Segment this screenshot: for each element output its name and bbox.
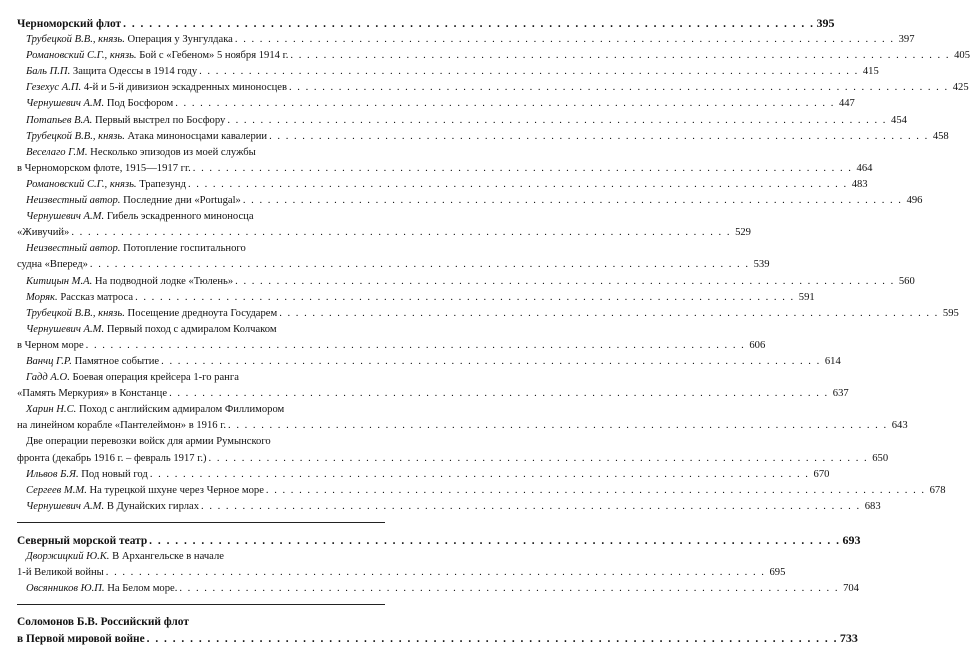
- entry-line: [17, 354, 841, 370]
- entry-page-number: 397: [898, 34, 915, 46]
- dot-leader: [149, 533, 840, 549]
- dot-leader: [147, 631, 838, 647]
- entry-title: Защита Одессы в 1914 году: [72, 66, 198, 78]
- section-heading-north: [17, 532, 861, 549]
- entry-title-wrap: [26, 274, 233, 290]
- toc-entry: [17, 48, 970, 64]
- entry-page-number: 458: [932, 130, 949, 142]
- dot-leader: [150, 467, 810, 483]
- toc-entry: [17, 113, 907, 129]
- dot-leader: [235, 274, 895, 290]
- entry-title: Гибель эскадренного миноносца: [106, 211, 254, 223]
- entry-author: Трубецкой В.В., князь.: [26, 307, 125, 319]
- final-entry-line1: Соломонов Б.В. Российский флот: [17, 616, 189, 629]
- dot-leader: [135, 290, 795, 306]
- entry-author: Китицын М.А.: [26, 275, 93, 287]
- entry-title-continued: 1-й Великой войны: [17, 567, 104, 579]
- dot-leader: [106, 565, 766, 581]
- entry-page-number: 496: [906, 195, 923, 207]
- entry-author: Чернушевич А.М.: [26, 500, 105, 512]
- entry-line: [17, 96, 855, 112]
- entry-page-number: 405: [954, 50, 970, 62]
- dot-leader: [243, 193, 903, 209]
- entry-line: [17, 193, 923, 209]
- toc-entry: [17, 145, 873, 177]
- toc-entry: [17, 499, 881, 515]
- entry-title-wrap: [26, 64, 197, 80]
- entry-title: Под Босфором: [106, 98, 174, 110]
- entry-page-number: 464: [856, 162, 873, 174]
- entry-title: Атака миноносцами кавалерии: [127, 130, 268, 142]
- final-page-number: 733: [839, 631, 858, 646]
- dot-leader: [169, 386, 829, 402]
- entry-title: Последние дни «Portugal»: [123, 195, 241, 207]
- dot-leader: [269, 129, 929, 145]
- dot-leader: [90, 257, 750, 273]
- toc-entry: [17, 64, 879, 80]
- entry-line2: [17, 338, 766, 354]
- entry-title: Под новый год: [81, 468, 148, 480]
- entry-page-number: 425: [952, 82, 969, 94]
- entry-page-number: 454: [891, 114, 907, 126]
- section-page-number: 693: [842, 532, 861, 547]
- dot-leader: [199, 64, 859, 80]
- entry-page-number: 670: [813, 468, 830, 480]
- entry-page-number: 695: [769, 567, 786, 579]
- entry-line1: [17, 241, 385, 257]
- entry-page-number: 683: [864, 500, 881, 512]
- dot-leader: [228, 418, 888, 434]
- entry-author: Харин Н.С.: [26, 404, 77, 416]
- entry-line: [17, 467, 830, 483]
- north-entries: [17, 549, 859, 597]
- dot-leader: [279, 306, 939, 322]
- toc-entry: [17, 370, 849, 402]
- entry-author: Гезехус А.П.: [26, 82, 82, 94]
- entry-page-number: 678: [929, 484, 946, 496]
- section-heading-black-sea: [17, 15, 835, 32]
- entry-line1: [17, 209, 385, 225]
- entry-title-wrap: [26, 290, 133, 306]
- toc-entry: [17, 581, 859, 597]
- entry-title: Рассказ матроса: [60, 291, 134, 303]
- entry-page-number: 529: [735, 227, 751, 239]
- entry-title-continued: «Живучий»: [17, 227, 70, 239]
- entry-line: [17, 274, 915, 290]
- entry-title-wrap: [26, 193, 241, 209]
- entry-page-number: 606: [749, 339, 766, 351]
- entry-line1: [17, 322, 385, 338]
- entry-title-continued: фронта (декабрь 1916 г. – февраль 1917 г.): [17, 452, 207, 464]
- entry-title-continued: на линейном корабле «Пантелеймон» в 1916 г.: [17, 420, 227, 432]
- dot-leader: [86, 338, 746, 354]
- entry-line1: [17, 145, 385, 161]
- dot-leader: [227, 113, 887, 129]
- entry-page-number: 614: [824, 355, 841, 367]
- entry-title: Поход с английским адмиралом Филлимором: [78, 404, 285, 416]
- entry-line2: [17, 386, 849, 402]
- toc-entry: [17, 177, 868, 193]
- entry-page-number: 415: [862, 66, 879, 78]
- entry-author: Ильвов Б.Я.: [26, 468, 79, 480]
- entry-line2: [17, 565, 786, 581]
- dot-leader: [71, 225, 731, 241]
- entry-page-number: 643: [891, 420, 908, 432]
- toc-entry: [17, 209, 751, 241]
- entry-line2: [17, 257, 770, 273]
- toc-entry: [17, 402, 908, 434]
- entry-author: Баль П.П.: [26, 66, 71, 78]
- entry-author: Неизвестный автор.: [26, 243, 121, 255]
- toc-entry: [17, 483, 946, 499]
- entry-line: [17, 129, 949, 145]
- section-divider: [17, 604, 385, 605]
- entry-title: Бой с «Гебеном» 5 ноября 1914 г.: [139, 50, 289, 62]
- entry-title-wrap: [26, 483, 264, 499]
- toc-entry: [17, 290, 815, 306]
- entry-title-wrap: [26, 581, 177, 597]
- dot-leader: [290, 48, 950, 64]
- entry-page-number: 591: [798, 291, 815, 303]
- entry-title: Несколько эпизодов из моей службы: [90, 146, 256, 158]
- entry-author: Романовский С.Г., князь.: [26, 50, 137, 62]
- entry-title-wrap: [26, 354, 159, 370]
- entry-author: Веселаго Г.М.: [26, 146, 88, 158]
- dot-leader: [161, 354, 821, 370]
- entry-title-wrap: [26, 48, 288, 64]
- dot-leader: [289, 80, 949, 96]
- entry-title-continued: в Черноморском флоте, 1915—1917 гг.: [17, 162, 191, 174]
- entry-title: Потопление госпитального: [123, 243, 246, 255]
- entry-title-wrap: [26, 32, 233, 48]
- toc-entry: [17, 322, 766, 354]
- entry-title-wrap: [26, 306, 277, 322]
- dot-leader: [123, 16, 814, 32]
- entry-line: [17, 48, 970, 64]
- entry-line: [17, 177, 868, 193]
- dot-leader: [193, 161, 853, 177]
- entry-title-continued: в Черном море: [17, 339, 84, 351]
- entry-author: Чернушевич А.М.: [26, 323, 105, 335]
- final-entry-line2: [17, 630, 858, 647]
- entry-author: Трубецкой В.В., князь.: [26, 130, 125, 142]
- entry-line: [17, 499, 881, 515]
- entry-page-number: 483: [851, 178, 868, 190]
- toc-entry: [17, 354, 841, 370]
- entry-line: [17, 290, 815, 306]
- entry-title-wrap: [26, 80, 287, 96]
- toc-entry: [17, 434, 889, 466]
- entry-page-number: 704: [843, 583, 859, 595]
- entry-title: На турецкой шхуне через Черное море: [89, 484, 264, 496]
- entry-author: Сергеев М.М.: [26, 484, 87, 496]
- entry-page-number: 650: [872, 452, 889, 464]
- dot-leader: [266, 483, 926, 499]
- section-title: Черноморский флот: [17, 18, 122, 30]
- entry-title: Памятное событие: [74, 355, 160, 367]
- section-title: Северный морской театр: [17, 534, 148, 547]
- entry-title: В Дунайских гирлах: [106, 500, 200, 512]
- entry-title-wrap: [26, 467, 148, 483]
- entry-page-number: 447: [838, 98, 855, 110]
- entry-title: В Архангельске в начале: [112, 551, 224, 562]
- dot-leader: [235, 32, 895, 48]
- toc-entry: [17, 274, 915, 290]
- entry-page-number: 560: [898, 275, 915, 287]
- entry-line: [17, 581, 859, 597]
- entry-title-wrap: [26, 177, 186, 193]
- entry-page-number: 539: [753, 259, 770, 271]
- entry-line1: [17, 370, 385, 386]
- entry-author: Чернушевич А.М.: [26, 98, 105, 110]
- toc-entry: [17, 32, 915, 48]
- entry-author: Трубецкой В.В., князь.: [26, 34, 125, 46]
- entry-line1: [17, 549, 385, 565]
- entry-line1: [17, 402, 385, 418]
- entry-title: Первый выстрел по Босфору: [95, 114, 226, 126]
- entry-author: Ванчц Г.Р.: [26, 355, 72, 367]
- entry-author: Гадд А.О.: [26, 372, 70, 384]
- section-page-number: 395: [816, 16, 835, 30]
- entry-author: Овсянников Ю.П.: [26, 583, 105, 595]
- entry-title-wrap: [26, 129, 267, 145]
- toc-entry: [17, 129, 949, 145]
- entry-page-number: 595: [942, 307, 959, 319]
- entry-title: На Белом море.: [107, 583, 178, 595]
- toc-entry: [17, 306, 959, 322]
- entry-author: Потапьев В.А.: [26, 114, 93, 126]
- entry-title: Две операции перевозки войск для армии Румынского: [26, 436, 271, 448]
- entry-line: [17, 32, 915, 48]
- entry-title: 4-й и 5-й дивизион эскадренных миноносцев: [83, 82, 287, 94]
- entry-title: Первый поход с адмиралом Колчаком: [106, 323, 277, 335]
- entry-page-number: 637: [832, 388, 849, 400]
- toc-entry: [17, 549, 786, 581]
- entry-title-wrap: [26, 113, 225, 129]
- entry-author: Романовский С.Г., князь.: [26, 178, 137, 190]
- toc-entry: [17, 96, 855, 112]
- entry-title-wrap: [26, 499, 199, 515]
- dot-leader: [201, 499, 861, 515]
- entry-title-continued: судна «Вперед»: [17, 259, 88, 271]
- black-sea-entries: [17, 32, 970, 515]
- entry-author: Чернушевич А.М.: [26, 211, 105, 223]
- entry-line: [17, 483, 946, 499]
- entry-line2: [17, 225, 751, 241]
- entry-line1: [17, 434, 385, 450]
- entry-title: На подводной лодке «Тюлень»: [94, 275, 234, 287]
- entry-title: Боевая операция крейсера 1-го ранга: [72, 372, 239, 384]
- entry-title: Посещение дредноута Государем: [127, 307, 278, 319]
- entry-line: [17, 80, 969, 96]
- entry-author: Моряк.: [26, 291, 58, 303]
- entry-line2: [17, 161, 873, 177]
- dot-leader: [209, 451, 869, 467]
- section-divider: [17, 522, 385, 523]
- entry-title: Операция у Зунгулдака: [127, 34, 233, 46]
- entry-line: [17, 306, 959, 322]
- entry-line: [17, 113, 907, 129]
- entry-title: Трапезунд: [139, 178, 186, 190]
- toc-entry: [17, 193, 923, 209]
- dot-leader: [179, 581, 839, 597]
- entry-author: Неизвестный автор.: [26, 195, 121, 207]
- dot-leader: [175, 96, 835, 112]
- toc-entry: [17, 241, 770, 273]
- entry-line: [17, 64, 879, 80]
- entry-author: Дворжицкий Ю.К.: [26, 551, 110, 562]
- entry-line2: [17, 418, 908, 434]
- entry-line2: [17, 451, 889, 467]
- final-entry-title: в Первой мировой войне: [17, 633, 145, 646]
- toc-entry: [17, 467, 830, 483]
- dot-leader: [188, 177, 848, 193]
- entry-title-continued: «Память Меркурия» в Констанце: [17, 388, 168, 400]
- toc-entry: [17, 80, 969, 96]
- entry-title-wrap: [26, 96, 173, 112]
